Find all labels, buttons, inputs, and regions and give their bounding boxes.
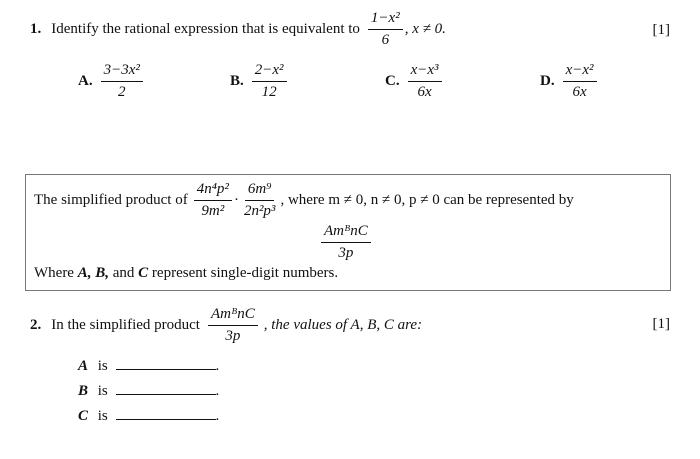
- answer-a-blank[interactable]: [116, 357, 216, 370]
- option-c-expression: [408, 62, 442, 100]
- info-fraction-1: [194, 181, 232, 219]
- question-1-condition: , x ≠ 0.: [404, 20, 446, 37]
- info-fraction-1-numerator: 4n⁴p²: [194, 181, 232, 201]
- option-d[interactable]: [540, 62, 597, 100]
- option-a-denominator: 2: [117, 83, 126, 100]
- answer-a-word: is: [97, 358, 108, 374]
- option-d-denominator: 6x: [572, 83, 587, 100]
- info-condition: , where m ≠ 0, n ≠ 0, p ≠ 0 can be represented by: [280, 191, 574, 208]
- question-1-expression-numerator: 1−x²: [368, 10, 403, 30]
- option-c-numerator: x−x³: [408, 62, 442, 82]
- info-lead: The simplified product of: [34, 191, 188, 208]
- question-1-number: 1.: [30, 20, 42, 37]
- option-d-label: D.: [540, 72, 555, 89]
- question-1-expression: [368, 10, 403, 48]
- option-b-expression: [252, 62, 287, 100]
- question-2-expression-denominator: 3p: [225, 327, 241, 344]
- answer-c-row: [78, 407, 219, 425]
- option-c-denominator: 6x: [417, 83, 432, 100]
- answer-c-end: .: [215, 408, 220, 424]
- answer-b-end: .: [215, 383, 220, 399]
- answer-a-row: [78, 357, 219, 375]
- answer-a-var: A: [78, 358, 89, 374]
- info-dot: ·: [233, 191, 239, 208]
- info-footer: [34, 265, 338, 282]
- info-fraction-2-denominator: 2n²p³: [243, 202, 276, 219]
- option-b-numerator: 2−x²: [252, 62, 287, 82]
- info-footer-post: represent single-digit numbers.: [151, 265, 339, 281]
- question-2-number: 2.: [30, 316, 42, 333]
- info-fraction-2-numerator: 6m⁹: [245, 181, 275, 201]
- question-1-stem: [30, 10, 446, 48]
- info-footer-vars: A, B,: [77, 265, 109, 281]
- answer-b-var: B: [78, 383, 89, 399]
- option-a-numerator: 3−3x²: [101, 62, 143, 82]
- answer-a-end: .: [215, 358, 220, 374]
- answer-b-blank[interactable]: [116, 382, 216, 395]
- question-2-tail: , the values of A, B, C are:: [263, 316, 423, 333]
- question-1-marks: [1]: [652, 22, 670, 38]
- answer-c-word: is: [97, 408, 108, 424]
- option-b-label: B.: [230, 72, 244, 89]
- info-footer-pre: Where: [34, 265, 74, 281]
- question-2-stem: [30, 306, 422, 344]
- question-2-marks: [1]: [652, 316, 670, 332]
- info-representation-denominator: 3p: [338, 244, 354, 261]
- info-footer-and: and: [112, 265, 135, 281]
- question-2-expression-numerator: AmᴮnC: [208, 306, 258, 326]
- info-representation: [321, 223, 371, 261]
- option-a[interactable]: [78, 62, 143, 100]
- question-1-prompt: Identify the rational expression that is equivalent to: [51, 20, 360, 37]
- answer-c-blank[interactable]: [116, 407, 216, 420]
- option-b-denominator: 12: [261, 83, 277, 100]
- option-a-label: A.: [78, 72, 93, 89]
- option-a-expression: [101, 62, 143, 100]
- option-d-expression: [563, 62, 597, 100]
- question-2-prompt: In the simplified product: [51, 316, 200, 333]
- info-representation-numerator: AmᴮnC: [321, 223, 371, 243]
- option-c-label: C.: [385, 72, 400, 89]
- answer-b-row: [78, 382, 219, 400]
- info-product-line: [34, 181, 574, 219]
- option-d-numerator: x−x²: [563, 62, 597, 82]
- info-footer-c: C: [138, 265, 149, 281]
- info-box: [25, 174, 671, 291]
- info-fraction-2: [241, 181, 279, 219]
- info-fraction-1-denominator: 9m²: [201, 202, 225, 219]
- answer-b-word: is: [97, 383, 108, 399]
- question-1-expression-denominator: 6: [381, 31, 390, 48]
- option-b[interactable]: [230, 62, 287, 100]
- question-2-expression: [208, 306, 258, 344]
- option-c[interactable]: [385, 62, 442, 100]
- answer-c-var: C: [78, 408, 89, 424]
- info-representation-fraction: [321, 223, 371, 261]
